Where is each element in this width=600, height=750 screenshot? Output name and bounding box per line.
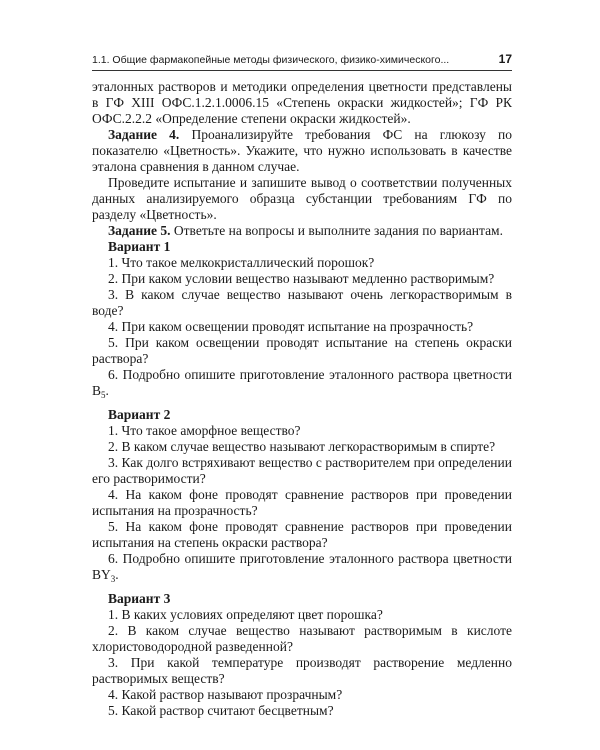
variant3-q1: 1. В каких условиях определяют цвет порошка? — [108, 607, 383, 622]
variant1-q4: 4. При каком освещении проводят испытание на прозрачность? — [108, 319, 474, 334]
variant2-q5: 5. На каком фоне проводят сравнение растворов при проведении испытания на степень окраски раствора? — [92, 519, 512, 550]
variant2-q1: 1. Что такое аморфное вещество? — [108, 423, 301, 438]
variant3-q3: 3. При какой температуре производят растворение медленно растворимых веществ? — [92, 655, 512, 686]
variant3-q2: 2. В каком случае вещество называют растворимым в кислоте хлористоводородной разведенной? — [92, 623, 512, 654]
task4-paragraph-2: Проведите испытание и запишите вывод о соответствии полученных данных анализируемого образца субстанции требованиям ГФ по разделу «Цветность». — [92, 175, 512, 222]
variant2-q2: 2. В каком случае вещество называют легкорастворимым в спирте? — [108, 439, 496, 454]
variant1-q5: 5. При каком освещении проводят испытание на степень окраски раствора? — [92, 335, 512, 366]
variant1-q3: 3. В каком случае вещество называют очень легкорастворимым в воде? — [92, 287, 512, 318]
variant1-title: Вариант 1 — [108, 239, 171, 254]
variant3-q4: 4. Какой раствор называют прозрачным? — [108, 687, 343, 702]
variant2-q6: 6. Подробно опишите приготовление эталонного раствора цветности $BY_3$. — [92, 551, 512, 584]
variant3-q5: 5. Какой раствор считают бесцветным? — [108, 703, 334, 718]
variant1-q2: 2. При каком условии вещество называют медленно растворимым? — [108, 271, 495, 286]
variant1-q1: 1. Что такое мелкокристаллический порошок? — [108, 255, 375, 270]
task5-paragraph — [92, 223, 512, 239]
task4-text: Проанализируйте требования ФС на глюкозу по показателю «Цветность». Укажите, что нужно использовать в качестве эталона сравнения в данном случае. — [92, 127, 512, 174]
variant3-title: Вариант 3 — [108, 591, 171, 606]
task4-paragraph — [92, 127, 512, 175]
variant2-q3: 3. Как долго встряхивают вещество с растворителем при определении его растворимости? — [92, 455, 512, 486]
page-number: 17 — [498, 52, 512, 66]
task5-text: Ответьте на вопросы и выполните задания по вариантам. — [173, 223, 503, 238]
task5-label: Задание 5. — [108, 223, 171, 238]
intro-paragraph: эталонных растворов и методики определения цветности представлены в ГФ XIII ОФС.1.2.1.0006.15 «Степень окраски жидкостей»; ГФ РК ОФС.2.2.2 «Определение степени окраски жидкостей». — [92, 79, 512, 126]
task4-label: Задание 4. — [108, 127, 180, 142]
header-rule — [92, 70, 512, 71]
variant1-q6: 6. Подробно опишите приготовление эталонного раствора цветности $B_5$. — [92, 367, 512, 400]
running-header — [92, 52, 512, 66]
running-title: 1.1. Общие фармакопейные методы физического, физико-химического... — [92, 54, 450, 66]
variant2-q4: 4. На каком фоне проводят сравнение растворов при проведении испытания на прозрачность? — [92, 487, 512, 518]
variant2-title: Вариант 2 — [108, 407, 171, 422]
page-body — [92, 79, 512, 719]
